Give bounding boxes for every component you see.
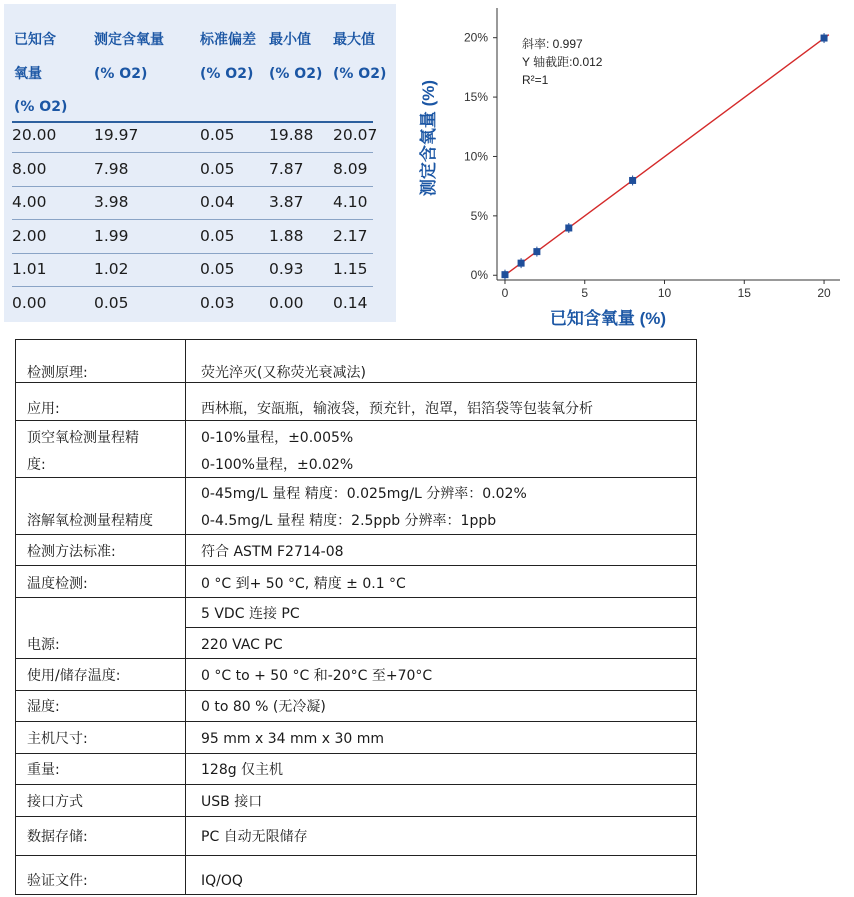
spec-label-principle: 检测原理: [27, 365, 88, 381]
annotation-slope: 斜率: 0.997 [522, 37, 583, 51]
cell-r5-c3: 0.00 [269, 294, 304, 312]
row-border [16, 816, 696, 817]
y-tick-label: 10% [463, 149, 488, 164]
cell-r1-c1: 7.98 [94, 160, 129, 178]
row-divider [12, 152, 373, 153]
cell-r4-c3: 0.93 [269, 260, 304, 278]
spec-value-weight: 128g 仅主机 [201, 762, 284, 778]
spec-label-operating-temp: 使用/储存温度: [27, 668, 121, 684]
spec-label-headspace-o2-cont: 度: [27, 457, 46, 473]
header-max-unit: (% O2) [333, 66, 387, 82]
spec-value-dimensions: 95 mm x 34 mm x 30 mm [201, 731, 384, 747]
header-min: 最小值 [269, 32, 311, 48]
cell-r2-c3: 3.87 [269, 193, 304, 211]
cell-r3-c1: 1.99 [94, 227, 129, 245]
spec-value-dissolved-o2-range1: 0-45mg/L 量程 精度：0.025mg/L 分辨率：0.02% [201, 486, 527, 502]
cell-r0-c1: 19.97 [94, 126, 139, 144]
column-divider [185, 340, 186, 894]
spec-value-power-1: 5 VDC 连接 PC [201, 606, 300, 622]
y-axis-label: 测定含氧量 (%) [419, 79, 438, 197]
y-tick-label: 5% [470, 208, 488, 223]
spec-value-method-standard: 符合 ASTM F2714-08 [201, 544, 344, 560]
spec-label-interface: 接口方式 [27, 794, 83, 810]
y-tick-label: 0% [470, 268, 488, 283]
spec-table [15, 339, 697, 895]
row-border [16, 420, 696, 421]
spec-label-application: 应用: [27, 401, 60, 417]
spec-value-humidity: 0 to 80 % (无冷凝) [201, 699, 326, 715]
spec-label-dissolved-o2: 溶解氧检测量程精度 [27, 513, 153, 529]
cell-r3-c0: 2.00 [12, 227, 47, 245]
spec-value-data-storage: PC 自动无限储存 [201, 829, 308, 845]
header-measured-o2-unit: (% O2) [94, 66, 148, 82]
fit-line [502, 35, 829, 278]
spec-value-principle: 荧光淬灭(又称荧光衰减法) [201, 365, 366, 381]
spec-label-power: 电源: [27, 637, 60, 653]
cell-r1-c0: 8.00 [12, 160, 47, 178]
linearity-chart [410, 0, 850, 336]
spec-value-operating-temp: 0 °C to + 50 °C 和-20°C 至+70°C [201, 668, 433, 684]
spec-label-data-storage: 数据存储: [27, 829, 88, 845]
x-axis-label: 已知含氧量 (%) [549, 309, 667, 328]
row-border [16, 477, 696, 478]
spec-label-method-standard: 检测方法标准: [27, 544, 116, 560]
cell-r5-c0: 0.00 [12, 294, 47, 312]
cell-r2-c4: 4.10 [333, 193, 368, 211]
cell-r2-c2: 0.04 [200, 193, 235, 211]
cell-r2-c1: 3.98 [94, 193, 129, 211]
cell-r1-c2: 0.05 [200, 160, 235, 178]
spec-label-validation: 验证文件: [27, 873, 88, 889]
row-border [16, 565, 696, 566]
cell-r4-c1: 1.02 [94, 260, 129, 278]
y-tick-label: 15% [463, 90, 488, 105]
spec-value-power-2: 220 VAC PC [201, 637, 283, 653]
row-border [16, 658, 696, 659]
spec-label-headspace-o2: 顶空氧检测量程精 [27, 430, 139, 446]
x-tick-label: 0 [501, 286, 509, 300]
spec-value-headspace-o2-range2: 0-100%量程，±0.02% [201, 457, 354, 473]
row-divider [12, 253, 373, 254]
cell-r2-c0: 4.00 [12, 193, 47, 211]
spec-value-interface: USB 接口 [201, 794, 263, 810]
row-border [16, 597, 696, 598]
header-known-o2-line2: 氧量 [14, 66, 42, 82]
row-border [16, 855, 696, 856]
spec-label-temperature: 温度检测: [27, 576, 88, 592]
row-border [16, 534, 696, 535]
spec-value-application: 西林瓶，安瓿瓶，输液袋，预充针，泡罩，铝箔袋等包装氧分析 [201, 401, 593, 417]
cell-r5-c2: 0.03 [200, 294, 235, 312]
spec-value-dissolved-o2-range2: 0-4.5mg/L 量程 精度：2.5ppb 分辨率：1ppb [201, 513, 497, 529]
cell-r3-c2: 0.05 [200, 227, 235, 245]
header-measured-o2: 测定含氧量 [94, 32, 164, 48]
row-border [16, 784, 696, 785]
row-border [185, 627, 696, 628]
row-border [16, 721, 696, 722]
cell-r1-c3: 7.87 [269, 160, 304, 178]
x-tick-label: 10 [657, 286, 672, 300]
cell-r3-c3: 1.88 [269, 227, 304, 245]
spec-value-headspace-o2-range1: 0-10%量程，±0.005% [201, 430, 354, 446]
cell-r0-c0: 20.00 [12, 126, 57, 144]
header-known-o2-line1: 已知含 [14, 32, 56, 48]
spec-value-temperature: 0 °C 到+ 50 °C, 精度 ± 0.1 °C [201, 576, 406, 592]
header-min-unit: (% O2) [269, 66, 323, 82]
cell-r5-c1: 0.05 [94, 294, 129, 312]
cell-r5-c4: 0.14 [333, 294, 368, 312]
header-max: 最大值 [333, 32, 375, 48]
header-std-dev-unit: (% O2) [200, 66, 254, 82]
chart-ticks [464, 31, 831, 300]
annotation-intercept: Y 轴截距:0.012 [522, 55, 603, 69]
row-divider [12, 219, 373, 220]
x-tick-label: 5 [581, 286, 589, 300]
spec-label-humidity: 湿度: [27, 699, 60, 715]
row-divider [12, 286, 373, 287]
row-border [16, 690, 696, 691]
cell-r4-c2: 0.05 [200, 260, 235, 278]
cell-r0-c3: 19.88 [269, 126, 314, 144]
row-border [16, 382, 696, 383]
row-border [16, 753, 696, 754]
header-known-o2-unit: (% O2) [14, 99, 68, 115]
cell-r4-c4: 1.15 [333, 260, 368, 278]
accuracy-data-table [4, 4, 396, 322]
spec-label-weight: 重量: [27, 762, 60, 778]
cell-r0-c2: 0.05 [200, 126, 235, 144]
row-divider [12, 186, 373, 187]
x-tick-label: 15 [737, 286, 751, 300]
cell-r3-c4: 2.17 [333, 227, 368, 245]
header-divider [12, 121, 373, 123]
x-tick-label: 20 [817, 286, 831, 300]
y-tick-label: 20% [463, 30, 488, 45]
cell-r1-c4: 8.09 [333, 160, 368, 178]
cell-r4-c0: 1.01 [12, 260, 47, 278]
annotation-r2: R²=1 [522, 73, 549, 87]
cell-r0-c4: 20.07 [333, 126, 378, 144]
spec-value-validation: IQ/OQ [201, 873, 243, 889]
spec-label-dimensions: 主机尺寸: [27, 731, 88, 747]
header-std-dev: 标准偏差 [200, 32, 256, 48]
